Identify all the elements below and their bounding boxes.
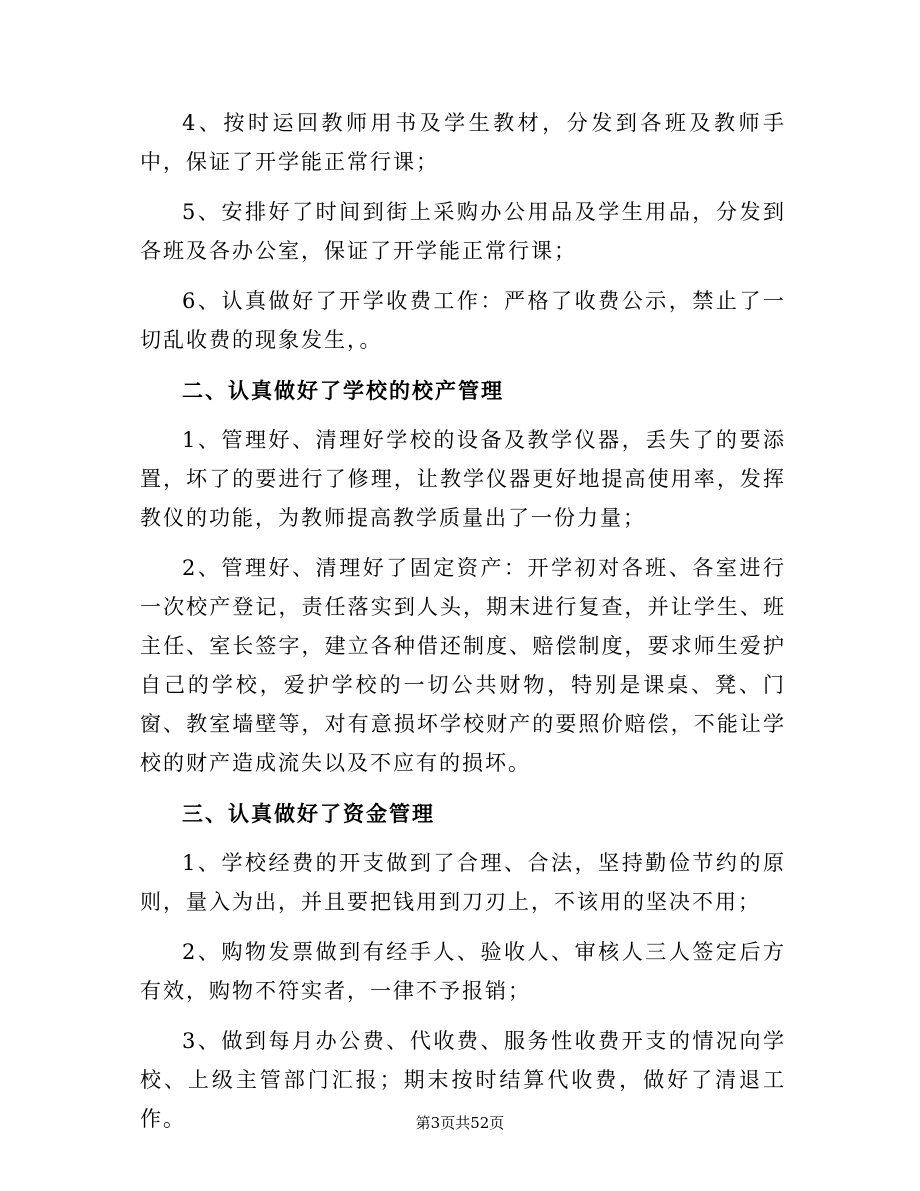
paragraph-item-6: 6、认真做好了开学收费工作：严格了收费公示，禁止了一切乱收费的现象发生，。: [140, 289, 786, 352]
paragraph-fund-3: 3、做到每月办公费、代收费、服务性收费开支的情况向学校、上级主管部门汇报；期末按时结算代收费，做好了清退工作。: [140, 1029, 786, 1131]
paragraph-fund-1: 1、学校经费的开支做到了合理、合法，坚持勤俭节约的原则，量入为出，并且要把钱用到刀刃上，不该用的坚决不用；: [140, 851, 786, 914]
section-heading-asset-management: 二、认真做好了学校的校产管理: [182, 378, 504, 403]
document-body: [140, 104, 786, 1150]
paragraph-asset-2: 2、管理好、清理好了固定资产：开学初对各班、各室进行一次校产登记，责任落实到人头，期末进行复查，并让学生、班主任、室长签字，建立各种借还制度、赔偿制度，要求师生爱护自己的学校，爱护学校的一切公共财物，特别是课桌、凳、门窗、教室墙壁等，对有意损坏学校财产的要照价赔偿，不能让学校的财产造成流失以及不应有的损坏。: [140, 556, 786, 775]
section-heading-fund-management: 三、认真做好了资金管理: [182, 801, 435, 826]
paragraph-asset-1: 1、管理好、清理好学校的设备及教学仪器，丢失了的要添置，坏了的要进行了修理，让教学仪器更好地提高使用率，发挥教仪的功能，为教师提高教学质量出了一份力量；: [140, 428, 786, 530]
page-number-footer: 第3页共52页: [415, 1114, 505, 1132]
paragraph-item-5: 5、安排好了时间到街上采购办公用品及学生用品，分发到各班及各办公室，保证了开学能正常行课；: [140, 200, 786, 263]
paragraph-item-4: 4、按时运回教师用书及学生教材，分发到各班及教师手中，保证了开学能正常行课；: [140, 111, 786, 174]
paragraph-fund-2: 2、购物发票做到有经手人、验收人、审核人三人签定后方有效，购物不符实者，一律不予报销；: [140, 940, 786, 1003]
